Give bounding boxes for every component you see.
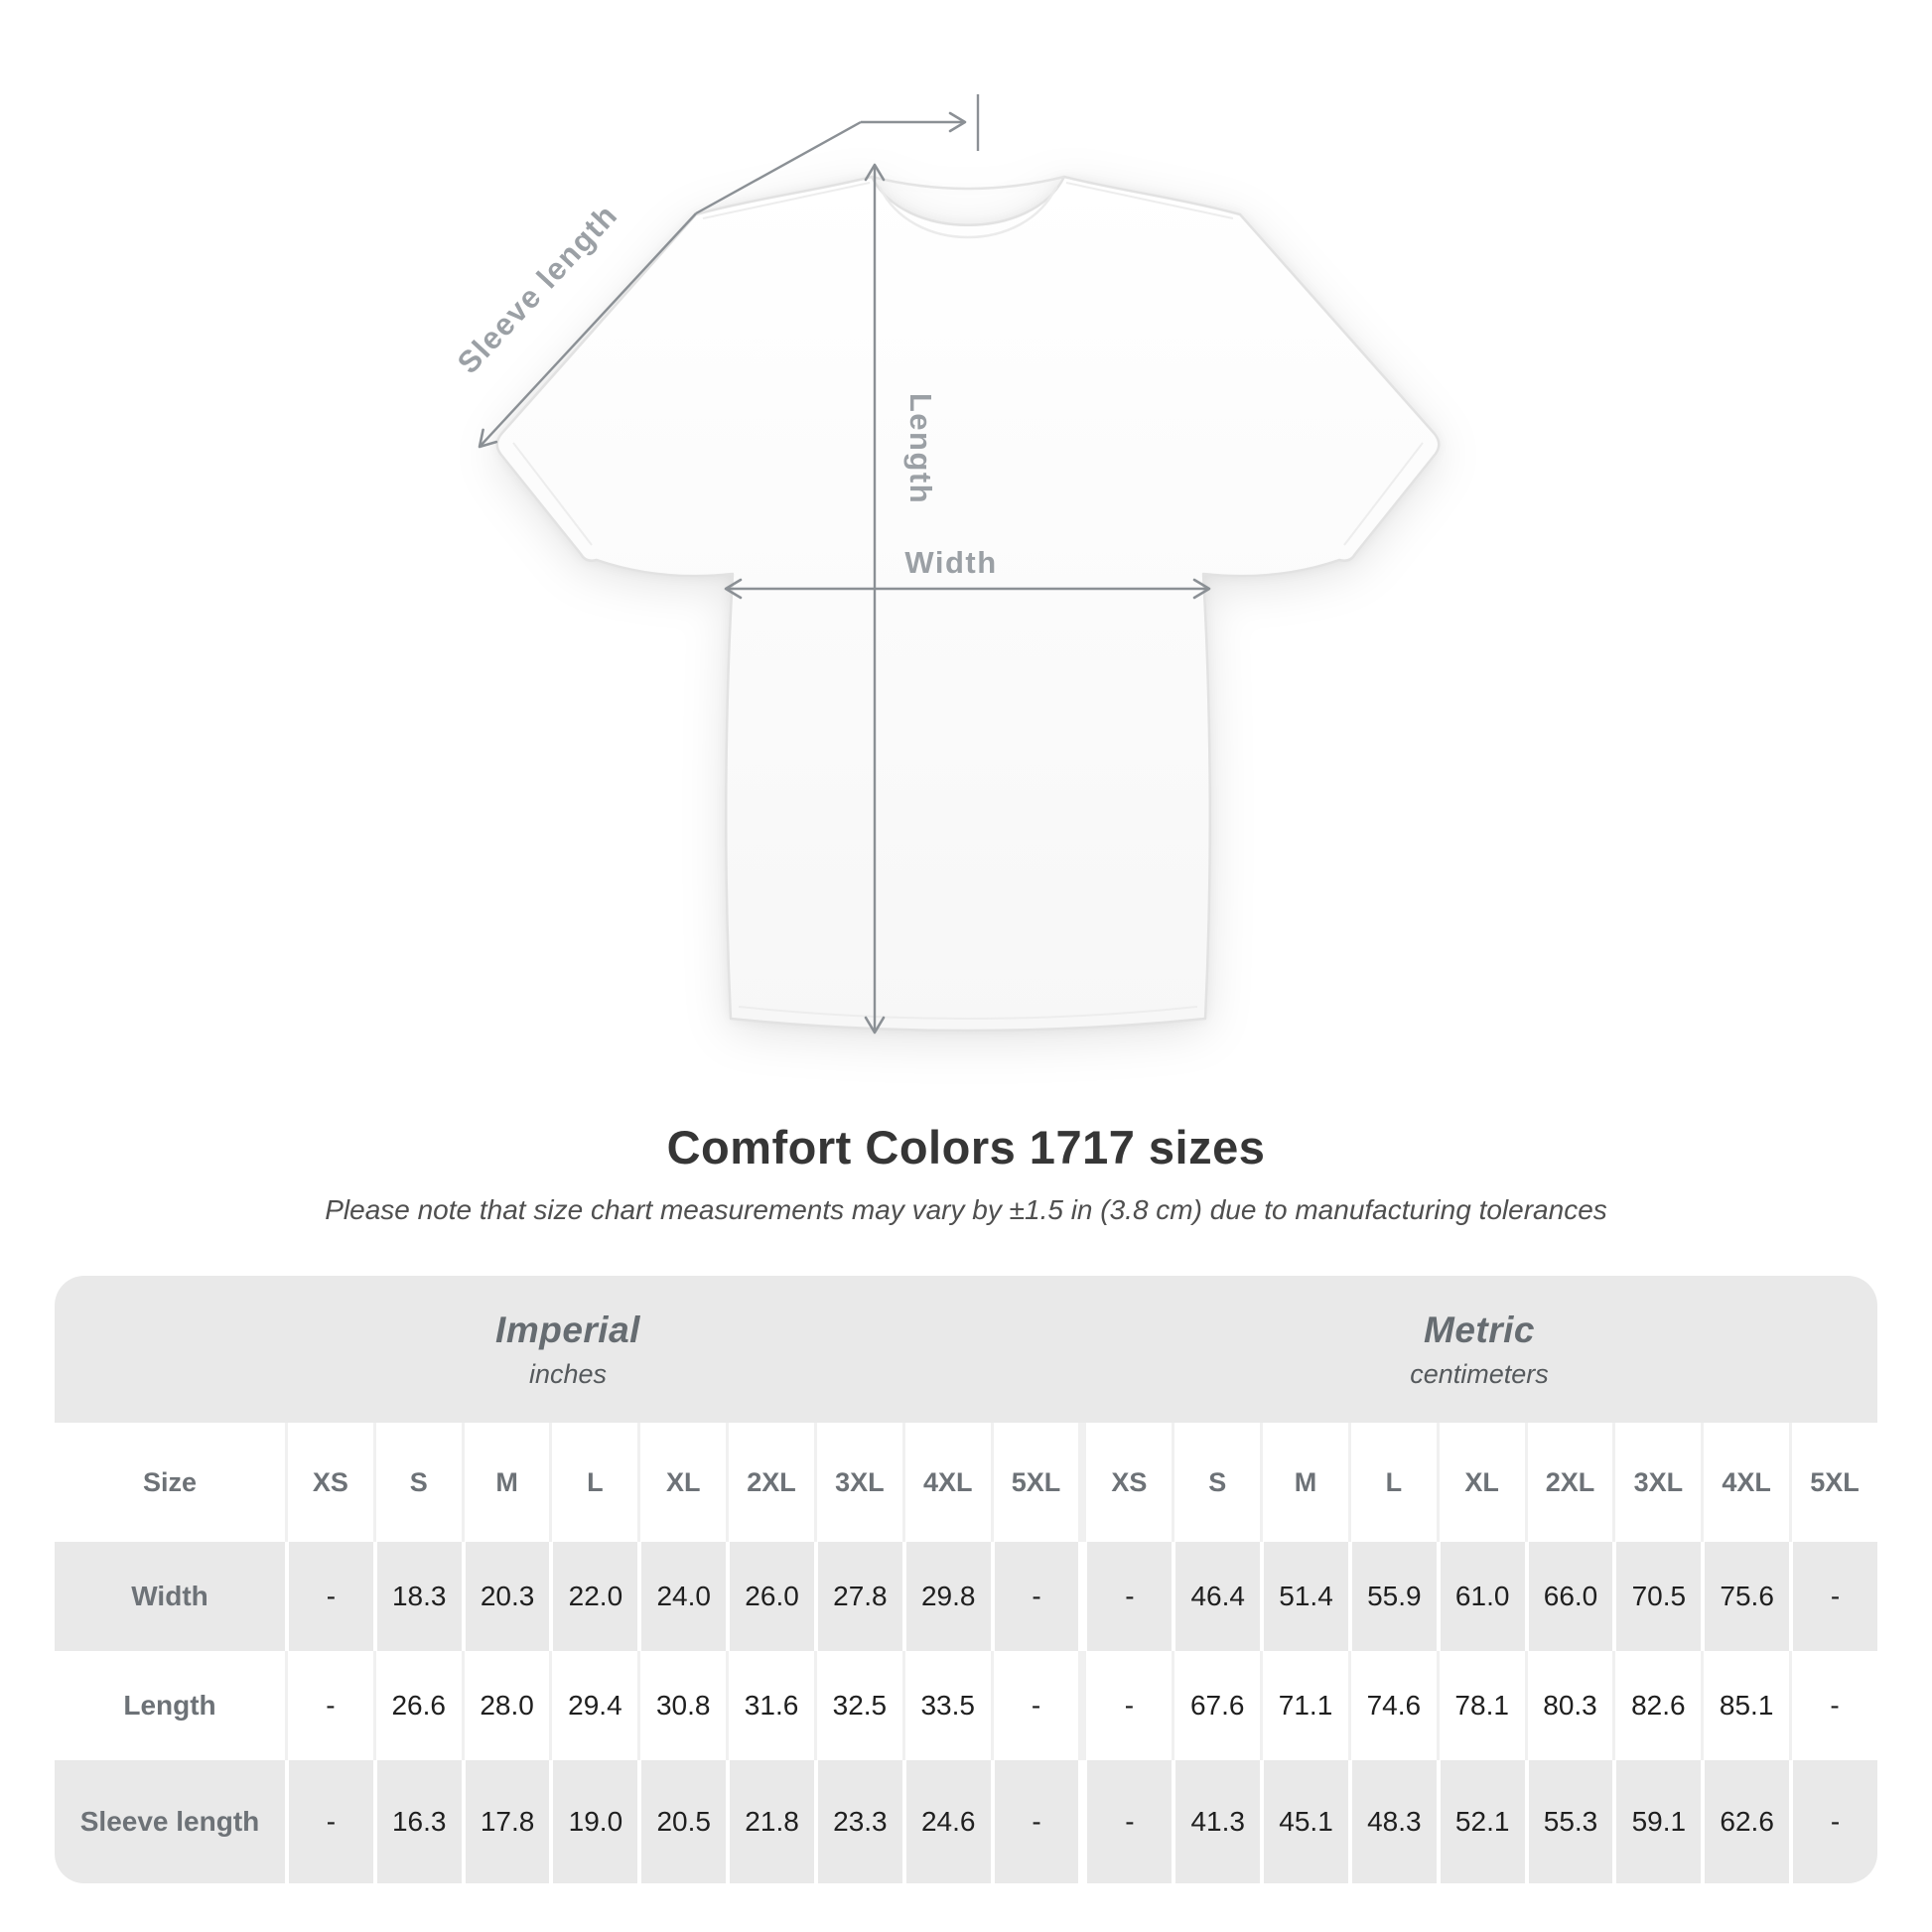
table-cell: 31.6 bbox=[726, 1651, 814, 1760]
table-cell: 30.8 bbox=[637, 1651, 726, 1760]
sleeve-length-label: Sleeve length bbox=[450, 197, 624, 380]
column-header: M bbox=[462, 1423, 550, 1542]
table-cell: 85.1 bbox=[1701, 1651, 1789, 1760]
table-cell: 45.1 bbox=[1260, 1760, 1348, 1883]
row-label: Width bbox=[131, 1581, 208, 1611]
table-cell: - bbox=[1789, 1542, 1877, 1651]
unit-band bbox=[55, 1276, 1877, 1423]
table-cell: 80.3 bbox=[1525, 1651, 1613, 1760]
column-header: L bbox=[1348, 1423, 1437, 1542]
column-header: 5XL bbox=[991, 1423, 1079, 1542]
table-cell: - bbox=[285, 1651, 373, 1760]
metric-heading: Metric bbox=[1424, 1309, 1535, 1350]
table-cell: 51.4 bbox=[1260, 1542, 1348, 1651]
column-header: XS bbox=[1078, 1423, 1172, 1542]
table-cell: - bbox=[1789, 1760, 1877, 1883]
table-cell: 20.3 bbox=[462, 1542, 550, 1651]
table-cell: 59.1 bbox=[1612, 1760, 1701, 1883]
table-cell: 75.6 bbox=[1701, 1542, 1789, 1651]
table-cell: - bbox=[1078, 1542, 1172, 1651]
imperial-heading: Imperial bbox=[495, 1309, 640, 1350]
table-cell: 62.6 bbox=[1701, 1760, 1789, 1883]
table-cell: - bbox=[285, 1760, 373, 1883]
table-cell: 27.8 bbox=[814, 1542, 902, 1651]
table-cell: 55.9 bbox=[1348, 1542, 1437, 1651]
metric-band bbox=[1081, 1276, 1877, 1423]
table-cell: 33.5 bbox=[902, 1651, 991, 1760]
row-label: Length bbox=[123, 1690, 216, 1721]
table-cell: 71.1 bbox=[1260, 1651, 1348, 1760]
table-cell: - bbox=[991, 1651, 1079, 1760]
column-header: 4XL bbox=[902, 1423, 991, 1542]
table-cell: 26.0 bbox=[726, 1542, 814, 1651]
table-cell: 78.1 bbox=[1437, 1651, 1525, 1760]
collar-back-seam bbox=[872, 177, 1064, 189]
table-cell: - bbox=[1078, 1760, 1172, 1883]
table-cell: - bbox=[991, 1542, 1079, 1651]
table-cell: 19.0 bbox=[549, 1760, 637, 1883]
table-cell: 41.3 bbox=[1172, 1760, 1260, 1883]
table-cell: 28.0 bbox=[462, 1651, 550, 1760]
table-cell: 29.8 bbox=[902, 1542, 991, 1651]
column-header: 2XL bbox=[726, 1423, 814, 1542]
table-cell: 52.1 bbox=[1437, 1760, 1525, 1883]
tolerance-note: Please note that size chart measurements may vary by ±1.5 in (3.8 cm) due to manufacturing tolerances bbox=[325, 1194, 1607, 1225]
corner-header: Size bbox=[142, 1466, 198, 1497]
table-cell: 32.5 bbox=[814, 1651, 902, 1760]
column-header: 2XL bbox=[1525, 1423, 1613, 1542]
metric-unit: centimeters bbox=[1410, 1358, 1549, 1389]
table-cell: 22.0 bbox=[549, 1542, 637, 1651]
table-row-length bbox=[55, 1651, 1877, 1760]
table-cell: 21.8 bbox=[726, 1760, 814, 1883]
length-label: Length bbox=[903, 392, 938, 505]
table-cell: 66.0 bbox=[1525, 1542, 1613, 1651]
table-cell: 16.3 bbox=[373, 1760, 462, 1883]
size-table bbox=[55, 1276, 1877, 1883]
row-label: Sleeve length bbox=[79, 1806, 260, 1837]
table-cell: - bbox=[991, 1760, 1079, 1883]
column-header: L bbox=[549, 1423, 637, 1542]
table-cell: - bbox=[1078, 1651, 1172, 1760]
page-title: Comfort Colors 1717 sizes bbox=[666, 1121, 1266, 1173]
table-row-width bbox=[55, 1542, 1877, 1651]
column-header: S bbox=[373, 1423, 462, 1542]
column-header: 4XL bbox=[1701, 1423, 1789, 1542]
table-cell: 18.3 bbox=[373, 1542, 462, 1651]
table-cell: 26.6 bbox=[373, 1651, 462, 1760]
size-header-row bbox=[55, 1423, 1877, 1542]
tshirt-body bbox=[497, 177, 1440, 1031]
width-label: Width bbox=[904, 545, 998, 580]
column-header: 3XL bbox=[814, 1423, 902, 1542]
column-header: S bbox=[1172, 1423, 1260, 1542]
table-cell: 67.6 bbox=[1172, 1651, 1260, 1760]
table-cell: 82.6 bbox=[1612, 1651, 1701, 1760]
table-cell: - bbox=[1789, 1651, 1877, 1760]
column-header: M bbox=[1260, 1423, 1348, 1542]
column-header: XL bbox=[1437, 1423, 1525, 1542]
table-cell: 48.3 bbox=[1348, 1760, 1437, 1883]
imperial-unit: inches bbox=[528, 1358, 608, 1389]
table-cell: 23.3 bbox=[814, 1760, 902, 1883]
table-cell: 17.8 bbox=[462, 1760, 550, 1883]
table-cell: - bbox=[285, 1542, 373, 1651]
imperial-band bbox=[55, 1276, 1081, 1423]
table-cell: 46.4 bbox=[1172, 1542, 1260, 1651]
table-cell: 24.6 bbox=[902, 1760, 991, 1883]
column-header: XS bbox=[285, 1423, 373, 1542]
table-row-sleeve-length bbox=[55, 1760, 1877, 1883]
table-cell: 70.5 bbox=[1612, 1542, 1701, 1651]
table-cell: 29.4 bbox=[549, 1651, 637, 1760]
table-cell: 20.5 bbox=[637, 1760, 726, 1883]
table-cell: 61.0 bbox=[1437, 1542, 1525, 1651]
table-cell: 55.3 bbox=[1525, 1760, 1613, 1883]
table-cell: 24.0 bbox=[637, 1542, 726, 1651]
tshirt-illustration bbox=[497, 177, 1440, 1031]
table-cell: 74.6 bbox=[1348, 1651, 1437, 1760]
column-header: XL bbox=[637, 1423, 726, 1542]
column-header: 3XL bbox=[1612, 1423, 1701, 1542]
column-header: 5XL bbox=[1789, 1423, 1877, 1542]
